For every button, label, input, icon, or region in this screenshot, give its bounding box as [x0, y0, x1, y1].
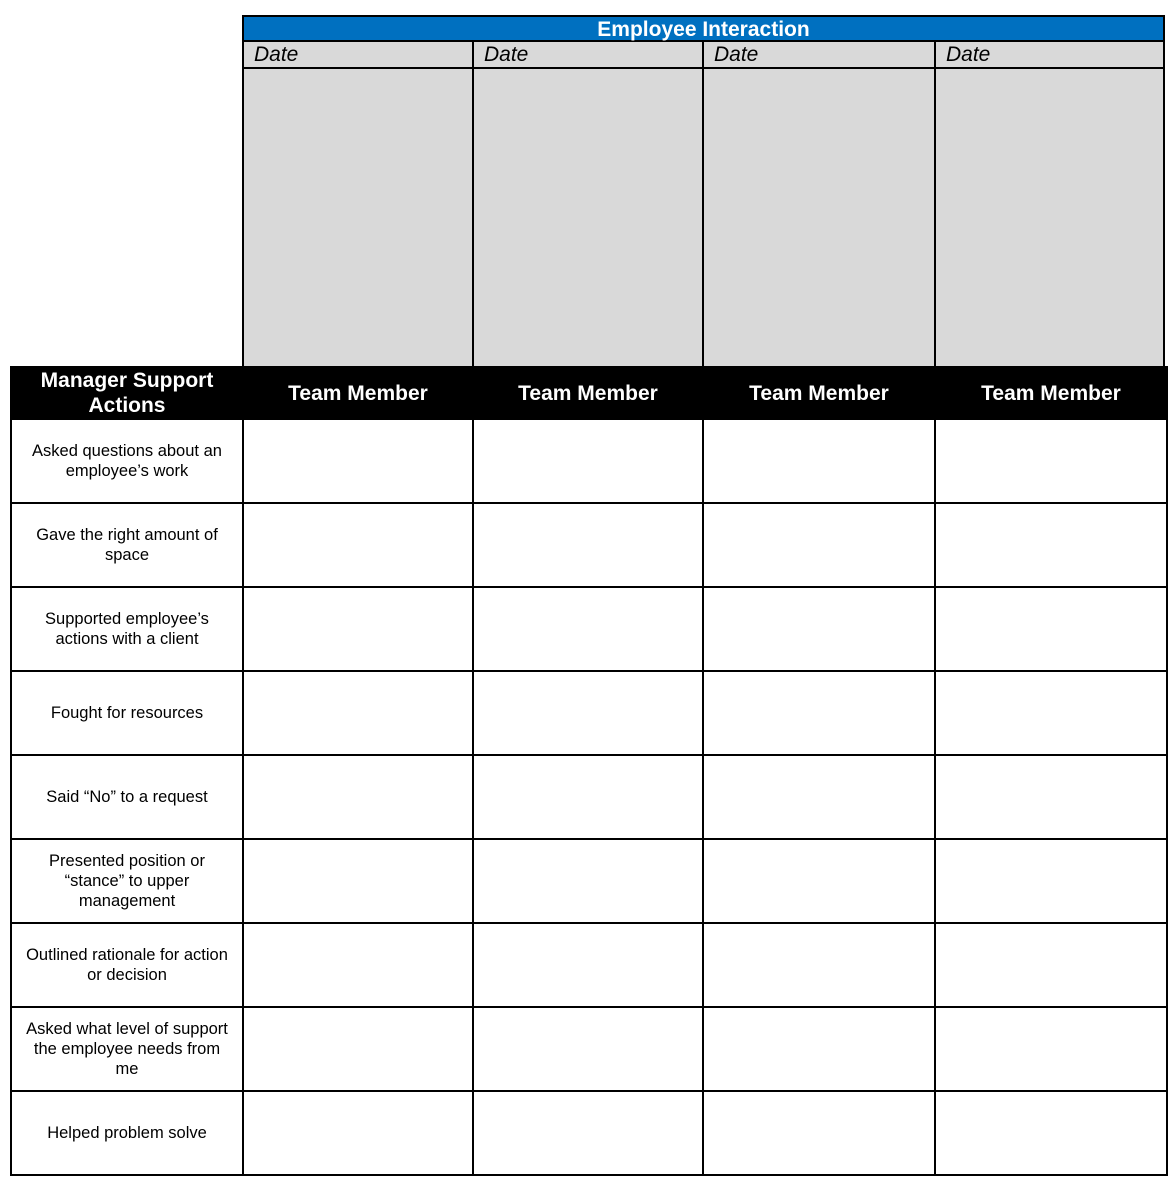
entry-cell[interactable]: [703, 503, 935, 587]
table-row: [11, 839, 1167, 923]
entry-cell[interactable]: [935, 419, 1167, 503]
entry-cell[interactable]: [473, 923, 703, 1007]
date-field-3[interactable]: Date: [704, 42, 936, 67]
entry-cell[interactable]: [935, 671, 1167, 755]
team-member-header-3: Team Member: [703, 367, 935, 419]
team-member-header-1: Team Member: [243, 367, 473, 419]
action-label: Said “No” to a request: [11, 755, 243, 839]
action-label: Fought for resources: [11, 671, 243, 755]
entry-cell[interactable]: [473, 1091, 703, 1175]
table-row: [11, 755, 1167, 839]
employee-interaction-panel: [242, 15, 1165, 368]
entry-cell[interactable]: [703, 1091, 935, 1175]
action-label: Asked what level of support the employee needs from me: [11, 1007, 243, 1091]
date-row: [244, 42, 1163, 69]
entry-cell[interactable]: [703, 839, 935, 923]
entry-cell[interactable]: [935, 839, 1167, 923]
entry-cell[interactable]: [243, 587, 473, 671]
table-row: [11, 503, 1167, 587]
notes-area-4[interactable]: [936, 69, 1163, 366]
entry-cell[interactable]: [243, 1007, 473, 1091]
date-field-1[interactable]: Date: [244, 42, 474, 67]
entry-cell[interactable]: [243, 1091, 473, 1175]
entry-cell[interactable]: [473, 419, 703, 503]
action-label: Supported employee’s actions with a client: [11, 587, 243, 671]
entry-cell[interactable]: [473, 839, 703, 923]
entry-cell[interactable]: [703, 923, 935, 1007]
action-label: Helped problem solve: [11, 1091, 243, 1175]
team-member-header-4: Team Member: [935, 367, 1167, 419]
entry-cell[interactable]: [935, 587, 1167, 671]
date-field-4[interactable]: Date: [946, 43, 991, 66]
entry-cell[interactable]: [473, 671, 703, 755]
entry-cell[interactable]: [243, 923, 473, 1007]
entry-cell[interactable]: [935, 755, 1167, 839]
entry-cell[interactable]: [935, 503, 1167, 587]
table-row: [11, 1091, 1167, 1175]
team-member-header-2: Team Member: [473, 367, 703, 419]
date-field-2[interactable]: Date: [474, 42, 704, 67]
table-row: [11, 1007, 1167, 1091]
notes-area-2[interactable]: [474, 69, 704, 366]
manager-support-actions-header: Manager Support Actions: [11, 367, 243, 419]
entry-cell[interactable]: [703, 419, 935, 503]
entry-cell[interactable]: [703, 1007, 935, 1091]
entry-cell[interactable]: [243, 755, 473, 839]
entry-cell[interactable]: [243, 503, 473, 587]
entry-cell[interactable]: [473, 503, 703, 587]
notes-area-1[interactable]: [244, 69, 474, 366]
table-row: [11, 671, 1167, 755]
entry-cell[interactable]: [935, 1091, 1167, 1175]
table-row: [11, 587, 1167, 671]
manager-support-table: [10, 366, 1168, 1176]
entry-cell[interactable]: [473, 755, 703, 839]
entry-cell[interactable]: [243, 671, 473, 755]
action-label: Outlined rationale for action or decision: [11, 923, 243, 1007]
entry-cell[interactable]: [243, 419, 473, 503]
action-label: Presented position or “stance” to upper management: [11, 839, 243, 923]
action-label: Asked questions about an employee’s work: [11, 419, 243, 503]
entry-cell[interactable]: [473, 1007, 703, 1091]
action-label: Gave the right amount of space: [11, 503, 243, 587]
entry-cell[interactable]: [935, 923, 1167, 1007]
employee-interaction-title: Employee Interaction: [244, 17, 1163, 42]
entry-cell[interactable]: [703, 671, 935, 755]
notes-row: [244, 69, 1163, 366]
entry-cell[interactable]: [243, 839, 473, 923]
table-row: [11, 419, 1167, 503]
table-row: [11, 923, 1167, 1007]
entry-cell[interactable]: [703, 755, 935, 839]
entry-cell[interactable]: [473, 587, 703, 671]
notes-area-3[interactable]: [704, 69, 936, 366]
entry-cell[interactable]: [703, 587, 935, 671]
entry-cell[interactable]: [935, 1007, 1167, 1091]
